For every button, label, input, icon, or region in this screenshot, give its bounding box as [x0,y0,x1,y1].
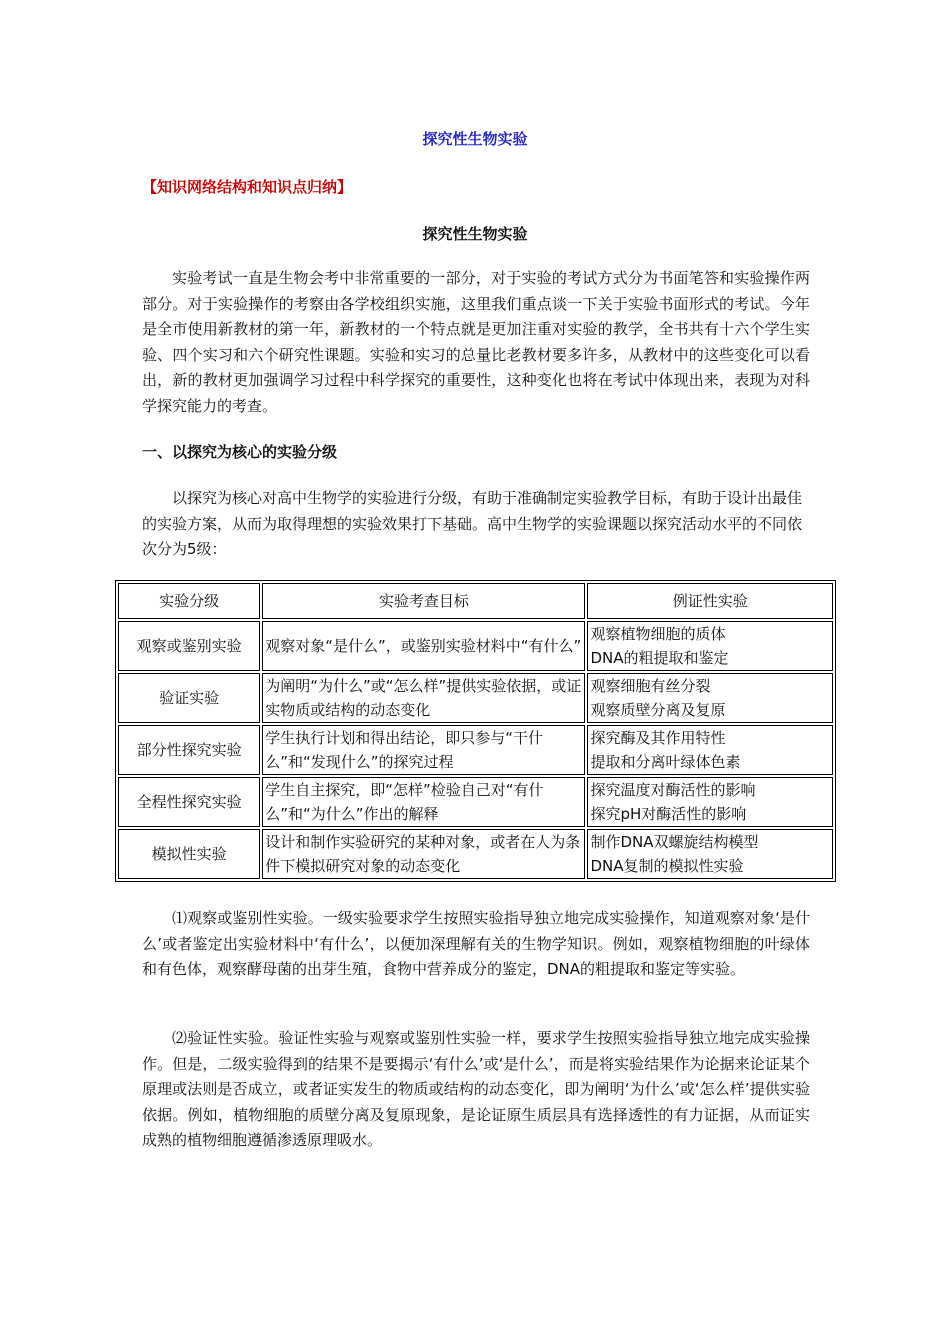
examples-cell [587,725,833,775]
goal-cell: 设计和制作实验研究的某种对象，或者在人为条件下模拟研究对象的动态变化 [262,829,585,879]
example-item: 探究酶及其作用特性 [590,729,726,747]
verification-experiment-paragraph: ⑵验证性实验。验证性实验与观察或鉴别性实验一样，要求学生按照实验指导独立地完成实验操作。但是，二级实验得到的结果不是要揭示‘有什么’或‘是什么’，而是将实验结果作为论据来论证某个原理或法则是否成立，或者证实发生的物质或结构的动态变化，即为阐明‘为什么’或‘怎么样’提供实验依据。例如，植物细胞的质壁分离及复原现象，是论证原生质层具有选择透性的有力证据，从而证实成熟的植物细胞遵循渗透原理吸水。 [142,1029,810,1149]
level-cell: 验证实验 [118,673,260,723]
header-examples: 例证性实验 [587,583,833,619]
table-header-row [118,583,833,619]
article-subtitle: 探究性生物实验 [422,225,528,243]
intro-paragraph: 实验考试一直是生物会考中非常重要的一部分，对于实验的考试方式分为书面笔答和实验操作两部分。对于实验操作的考察由各学校组织实施，这里我们重点谈一下关于实验书面形式的考试。今年是全市使用新教材的第一年，新教材的一个特点就是更加注重对实验的教学，全书共有十六个学生实验、四个实习和六个研究性课题。实验和实习的总量比老教材要多许多，从教材中的这些变化可以看出，新的教材更加强调学习过程中科学探究的重要性，这种变化也将在考试中体现出来，表现为对科学探究能力的考查。 [142,269,810,415]
example-item: 探究温度对酶活性的影响 [590,781,756,799]
example-item: 观察细胞有丝分裂 [590,677,711,695]
example-item: 提取和分离叶绿体色素 [590,753,741,771]
table-row [118,725,833,775]
goal-cell: 学生自主探究，即“怎样”检验自己对“有什么”和“为什么”作出的解释 [262,777,585,827]
table-row [118,673,833,723]
examples-cell [587,829,833,879]
goal-cell: 为阐明“为什么”或“怎么样”提供实验依据，或证实物质或结构的动态变化 [262,673,585,723]
observation-experiment-paragraph: ⑴观察或鉴别性实验。一级实验要求学生按照实验指导独立地完成实验操作，知道观察对象‘是什么’或者鉴定出实验材料中‘有什么’，以便加深理解有关的生物学知识。例如，观察植物细胞的叶绿体和有色体，观察酵母菌的出芽生殖，食物中营养成分的鉴定，DNA的粗提取和鉴定等实验。 [142,909,810,978]
table-row [118,829,833,879]
example-item: 制作DNA双螺旋结构模型 [590,833,759,851]
example-item: DNA的粗提取和鉴定 [590,649,729,667]
example-item: 探究pH对酶活性的影响 [590,805,747,823]
level-cell: 部分性探究实验 [118,725,260,775]
document-title: 探究性生物实验 [422,130,528,148]
section-heading: 【知识网络结构和知识点归纳】 [142,178,353,196]
experiment-levels-table [115,580,836,882]
table-row [118,777,833,827]
level-cell: 全程性探究实验 [118,777,260,827]
table-row [118,621,833,671]
examples-cell [587,777,833,827]
examples-cell [587,621,833,671]
examples-cell [587,673,833,723]
example-item: 观察质壁分离及复原 [590,701,726,719]
levels-paragraph: 以探究为核心对高中生物学的实验进行分级，有助于准确制定实验教学目标，有助于设计出最佳的实验方案，从而为取得理想的实验效果打下基础。高中生物学的实验课题以探究活动水平的不同依次分为5级： [142,489,803,558]
goal-cell: 观察对象“是什么”，或鉴别实验材料中“有什么” [262,621,585,671]
example-item: 观察植物细胞的质体 [590,625,726,643]
goal-cell: 学生执行计划和得出结论，即只参与“干什么”和“发现什么”的探究过程 [262,725,585,775]
header-goal: 实验考查目标 [262,583,585,619]
heading-experiment-levels: 一、以探究为核心的实验分级 [142,443,338,461]
header-level: 实验分级 [118,583,260,619]
level-cell: 模拟性实验 [118,829,260,879]
example-item: DNA复制的模拟性实验 [590,857,744,875]
level-cell: 观察或鉴别实验 [118,621,260,671]
